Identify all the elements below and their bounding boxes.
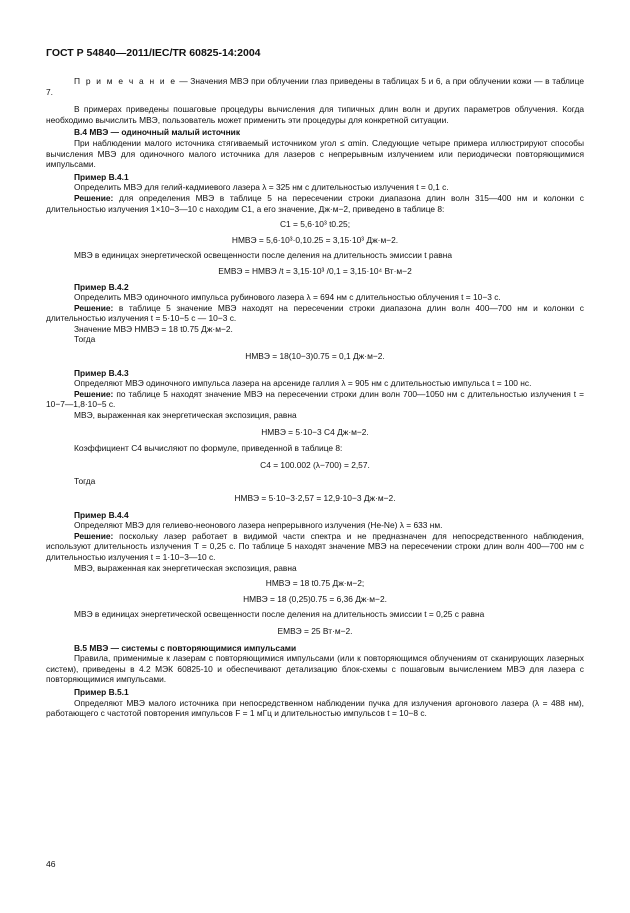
b43-solution: Решение: по таблице 5 находят значение МВЭ на пересечении строки длин волн 700—1050 нм с длительностью излучения t = 10−7—1,8·10−5 с.: [46, 388, 584, 410]
b41-solution: Решение: для определения МВЭ в таблице 5 на пересечении строки диапазона длин волн 315—400 нм и колонки с длительностью излучения 1×10−3—10 с находим C1, а его значение, Дж·м−2, приведено в таблице 8:: [46, 192, 584, 214]
b41-eq-c1: C1 = 5,6·10³ t0.25;: [279, 219, 351, 230]
b43-paragraph: МВЭ, выраженная как энергетическая экспозиция, равна: [74, 410, 297, 421]
b4-paragraph: При наблюдении малого источника стягиваемый источником угол ≤ αmin. Следующие четыре примера иллюстрируют способы вычисления МВЭ для одиночного малого источника для лазеров с непрерывным излучением или периодически повторяющимися импульсами.: [46, 137, 584, 170]
b42-then: Тогда: [74, 334, 96, 345]
document-body: [46, 76, 584, 719]
b44-eq-h1: HМВЭ = 18 t0.75 Дж·м−2;: [265, 578, 365, 589]
b43-eq-h: HМВЭ = 5·10−3 C4 Дж·м−2.: [261, 426, 369, 437]
b43-eq-c4: C4 = 100.002 (λ−700) = 2,57.: [260, 459, 370, 470]
b51-task: Определяют МВЭ малого источника при непосредственном наблюдении пучка для излучения аргонового лазера (λ = 488 нм), работающего с частотой повторения импульсов F = 1 мГц и длительностью импульсов t = 10−8 с.: [46, 697, 584, 719]
b41-paragraph: МВЭ в единицах энергетической освещенности после деления на длительность эмиссии t равна: [74, 250, 452, 261]
b43-then: Тогда: [74, 476, 96, 487]
b42-solution: Решение: в таблице 5 значение МВЭ находят на пересечении строки диапазона длин волн 400—700 нм и колонки с длительностью излучения t = 5·10−5 с — 10−3 с.: [46, 302, 584, 324]
section-heading-b5: В.5 МВЭ — системы с повторяющимися импульсами: [74, 642, 297, 653]
b41-eq-h: HМВЭ = 5,6·10³·0,10.25 = 3,15·10³ Дж·м−2.: [231, 234, 399, 245]
b44-solution: Решение: поскольку лазер работает в видимой части спектра и не предназначен для непосредственного наблюдения, используют длительность излучения T = 0,25 с. По таблице 5 находят значение МВЭ на пересечении строки длин волн 400—700 нм с длительностью излучения t = 1·10−3—10 с.: [46, 530, 584, 562]
b43-task: Определяют МВЭ одиночного импульса лазера на арсениде галлия λ = 905 нм с длительностью импульса t = 100 нс.: [74, 378, 532, 389]
page-header: ГОСТ Р 54840—2011/IEC/TR 60825-14:2004: [46, 47, 261, 59]
b42-value: Значение МВЭ HМВЭ = 18 t0.75 Дж·м−2.: [74, 323, 233, 334]
b42-task: Определить МВЭ одиночного импульса рубинового лазера λ = 694 нм с длительностью облучения t = 10−3 с.: [74, 292, 501, 303]
b44-paragraph-e: МВЭ в единицах энергетической освещенности после деления на длительность эмиссии t = 0,25 с равна: [74, 609, 485, 620]
b42-eq-h: HМВЭ = 18(10−3)0.75 = 0,1 Дж·м−2.: [245, 351, 385, 362]
page-number: 46: [46, 859, 56, 869]
example-heading-b43: Пример В.4.3: [74, 367, 129, 378]
b44-paragraph: МВЭ, выраженная как энергетическая экспозиция, равна: [74, 562, 297, 573]
b41-task: Определить МВЭ для гелий-кадмиевого лазера λ = 325 нм с длительностью излучения t = 0,1 с.: [74, 182, 449, 193]
b44-eq-h2: HМВЭ = 18 (0,25)0.75 = 6,36 Дж·м−2.: [243, 593, 387, 604]
b44-eq-e: EМВЭ = 25 Вт·м−2.: [277, 625, 353, 636]
b43-paragraph-c4: Коэффициент C4 вычисляют по формуле, приведенной в таблице 8:: [74, 443, 343, 454]
note-paragraph: П р и м е ч а н и е — Значения МВЭ при облучении глаз приведены в таблицах 5 и 6, а при облучении кожи — в таблице 7.: [46, 76, 584, 97]
section-heading-b4: В.4 МВЭ — одиночный малый источник: [74, 127, 241, 138]
intro-paragraph: В примерах приведены пошаговые процедуры вычисления для типичных длин волн и других параметров облучения. Когда необходимо вычислить МВЭ, пользователь может применить эти процедуры для конкретной ситуации.: [46, 104, 584, 125]
note-label: П р и м е ч а н и е: [74, 76, 177, 86]
b5-paragraph: Правила, применимые к лазерам с повторяющимися импульсами (или к повторяющимся облучениям от сканирующих лазерных систем), приведены в 4.2 МЭК 60825-10 и обеспечивают детализацию блок-схемы с пошаговым вычислением МВЭ для лазера с повторяющимися импульсами.: [46, 653, 584, 685]
example-heading-b41: Пример В.4.1: [74, 171, 129, 182]
example-heading-b42: Пример В.4.2: [74, 281, 129, 292]
example-heading-b51: Пример В.5.1: [74, 686, 129, 697]
b41-eq-e: EМВЭ = HМВЭ /t = 3,15·10³ /0,1 = 3,15·10⁴ Вт·м−2: [218, 265, 412, 276]
b44-task: Определяют МВЭ для гелиево-неонового лазера непрерывного излучения (He-Ne) λ = 633 нм.: [74, 520, 443, 531]
example-heading-b44: Пример В.4.4: [74, 509, 129, 520]
b43-eq-result: HМВЭ = 5·10−3·2,57 = 12,9·10−3 Дж·м−2.: [234, 493, 396, 503]
